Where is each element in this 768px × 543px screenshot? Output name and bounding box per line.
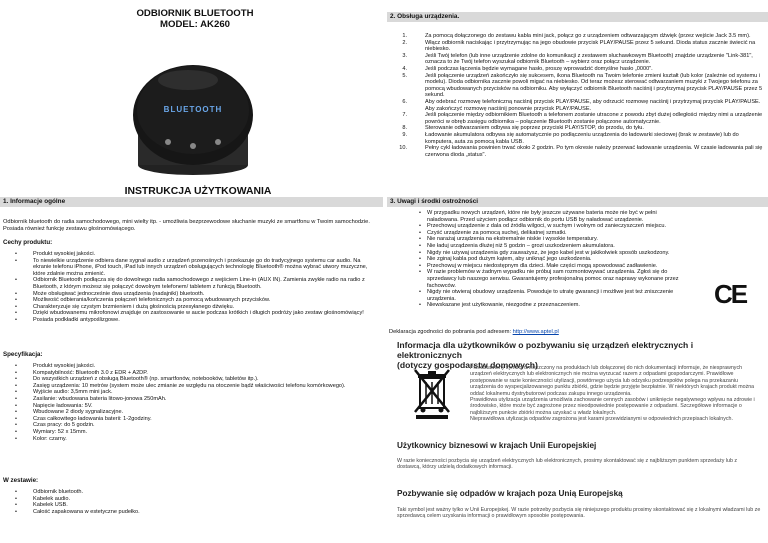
list-item: • Czyść urządzenie za pomocą suchej, delikatnej szmatki.: [389, 230, 679, 237]
declaration-link[interactable]: http://www.aptel.pl: [512, 329, 559, 335]
spec-title: Specyfikacja:: [3, 351, 43, 358]
weee-bin-icon: [412, 368, 452, 420]
list-item: 2. Włącz odbiornik naciskając i przytrzymując na jego obudowie przycisk PLAY/PAUSE przez 5 sekund. Dioda status zacznie świecić na niebiesko.: [402, 39, 756, 53]
list-item: • Nie zginaj kabla pod dużym kątem, aby uniknąć jego uszkodzenia.: [389, 256, 679, 263]
list-item: • Napięcie ładowania: 5V.: [3, 403, 375, 410]
usage-steps: [389, 33, 764, 158]
features-title: Cechy produktu:: [3, 239, 53, 246]
list-item: • Produkt wysokiej jakości.: [3, 363, 375, 370]
manual-title: INSTRUKCJA UŻYTKOWANIA: [124, 186, 272, 197]
list-item: • Odbiornik bluetooth.: [3, 489, 375, 496]
list-item: • Wyjście audio: 3,5mm mini jack.: [3, 389, 375, 396]
list-item: 3. Jeśli Twój telefon (lub inne urządzenie zdolne do komunikacji z zestawem słuchawkowym Bluetooth) znajdzie urządzenie "Link-381", oznacza to że Twój telefon wyszukał odbiornik Bluetooth – wybierz oraz połącz urządzenie.: [402, 52, 753, 66]
list-item: • Dzięki wbudowanemu mikrofonowi znajduje on zastosowanie w aucie podczas krótkich i długich podróży jako zestaw głośnomówiący!: [3, 310, 375, 317]
title-line-1: ODBIORNIK BLUETOOTH: [136, 8, 254, 19]
list-item: • Charakteryzuje się czystym brzmieniem i dużą głośnością przesyłanego dźwięku.: [3, 304, 375, 311]
weee-paragraph-2: Prawidłowa utylizacja urządzenia umożliwia zachowanie cennych zasobów i uniknięcie negatywnego wpływu na zdrowie i środowisko, które może być zagrożone przez nieodpowiednie postępowanie z odpadami. Szczegółowe informacje o najbliższym punkcie zbiórki można uzyskać u władz lokalnych.: [470, 397, 755, 416]
list-item: 8. Sterowanie odtwarzaniem odbywa się poprzez przyciski PLAY/STOP, do przodu, do tyłu.: [402, 125, 644, 132]
declaration: [389, 329, 559, 336]
spec-list: [3, 363, 375, 442]
list-item: • Całość zapakowana w estetyczne pudełko.: [3, 509, 375, 516]
list-item: 4. Jeśli podczas łączenia będzie wymagane hasło, proszę wprowadzić domyślne hasło „0000".: [402, 65, 653, 72]
cautions-list: [389, 210, 679, 309]
section-3-header: 3. Uwagi i środki ostrożności: [387, 197, 768, 207]
list-item: • Możliwość odbierania/kończenia połączeń telefonicznych za pomocą wbudowanych przycisków.: [3, 297, 375, 304]
general-intro: Odbiornik bluetooth do radia samochodowego, mini wielty itp. - umożliwia bezprzewodowe słuchanie muzyki ze smartfonu w Twoim samochodzie. Posiada również funkcję zestawu głośnomówiącego.: [3, 219, 370, 232]
product-title: [120, 8, 270, 30]
section-2-header: 2. Obsługa urządzenia.: [387, 12, 768, 22]
list-item: • Kabelek audio.: [3, 496, 375, 503]
list-item: • Zasięg urządzenia: 10 metrów (system może ulec zmianie ze względu na otoczenie bądź właściwości telefonu komórkowego).: [3, 383, 375, 390]
business-title: Użytkownicy biznesowi w krajach Unii Europejskiej: [397, 441, 597, 450]
list-item: • Czas całkowitego ładowania baterii: 1-2godziny.: [3, 416, 375, 423]
list-item: 10. Pełny cykl ładowania powinien trwać około 2 godzin. Po tym okresie należy przerwać ładowanie urządzenia. W czasie ładowania pali się czerwona dioda „status".: [399, 145, 763, 158]
list-item: • Zasilanie: wbudowana bateria litowo-jonowa 250mAh.: [3, 396, 375, 403]
list-item: • Wymiary: 52 x 15mm.: [3, 429, 375, 436]
business-text: W razie konieczności pozbycia się urządzeń elektrycznych lub elektronicznych, prosimy skontaktować się z najbliższym punktem sprzedaży lub z dostawcą, którzy udzielą dodatkowych informacji.: [397, 458, 738, 471]
list-item: • To niewielkie urządzenie odbiera dane sygnał audio z urządzeń przenośnych i przekazuje go do tradycyjnego systemu car audio. Na ekranie telefonu iPhone, iPod touch, iPad lub innych urządzeń obsługujących technologię Bluetooth® można wybrać utwory muzyczne, które zdalnie można zmienić.: [3, 258, 375, 278]
list-item: 7. Jeśli połączenie między odbiornikiem Bluetooth a telefonem zostanie utracone z powodu zbyt dużej odległości między nimi a urządzenie powróci w obręb zasięgu odbiornika – połączenie Bluetooth zostanie połączone automatycznie.: [402, 112, 763, 125]
set-list: [3, 489, 375, 515]
weee-paragraph-1: Przedstawiony symbol umieszczony na produktach lub dołączonej do nich dokumentacji informuje, że niesprawnych urządzeń elektrycznych lub elektronicznych nie można wyrzucać razem z odpadami gospodarczymi. Prawidłowe postępowanie w razie konieczności utylizacji, powtórnego użycia lub odzysku podzespołów polega na przekazaniu urządzenia do wyspecjalizowanego punktu zbiórki, gdzie będzie przyjęte bezpłatnie. W niektórych krajach produkt można oddać lokalnemu dystrybutorowi podczas zakupu innego urządzenia.: [470, 365, 755, 397]
list-item: • Wbudowane 2 diody sygnalizacyjne.: [3, 409, 375, 416]
ce-mark: CE: [714, 279, 747, 309]
device-image: [128, 40, 258, 180]
list-item: • Produkt wysokiej jakości.: [3, 251, 375, 258]
title-line-2: MODEL: AK260: [159, 19, 230, 30]
outside-eu-text: Taki symbol jest ważny tylko w Unii Europejskej. W razie potrzeby pozbycia się niniejszego produktu prosimy skontaktować się z lokalnymi władzami lub ze sprzedawcą celem uzyskania informacji o prawidłowym sposobie postępowania.: [397, 507, 761, 520]
list-item: • Kompatybilność: Bluetooth 3.0 z EDR + A2DP.: [3, 370, 375, 377]
weee-title-line-1: Informacja dla użytkowników o pozbywaniu się urządzeń elektrycznych i elektronicznych: [397, 340, 694, 360]
list-item: 5. Jeśli połączenie urządzeń zakończyło się sukcesem, ikona Bluetooth na Twoim telefonie zmieni kształt (lub kolor (zależnie od systemu i modelu). Dioda odbiornika zacznie powoli migać na niebiesko. Od teraz możesz sterować odtwarzaniem muzyki z Twojego telefonu za pomocą wbudowanych przycisków na odbiorniku. Aby wyłączyć odbiornik Bluetooth naciśnij i przytrzymaj przycisk PLAY/PAUSE przez 5 sekund.: [402, 72, 763, 99]
list-item: • W przypadku nowych urządzeń, które nie były jeszcze używane bateria może nie być w pełni naładowana. Przed użyciem podłącz odbiornik do portu USB by naładować urządzenie.: [389, 210, 679, 223]
weee-title-line-2: (dotyczy gospodarstw domowych): [397, 360, 538, 370]
features-list: [3, 251, 375, 324]
declaration-text: Deklaracja zgodności do pobrania pod adresem:: [389, 329, 513, 335]
list-item: • Nie ładuj urządzenia dłużej niż 5 godzin – grozi uszkodzeniem akumulatora.: [389, 243, 679, 250]
list-item: • Niewskazane jest użytkowanie, niezgodne z przeznaczeniem.: [389, 302, 679, 309]
weee-paragraphs: [470, 365, 762, 423]
list-item: • W razie problemów w żadnym wypadku nie próbuj sam rozmontowywać urządzenia. Zgłoś się do sprzedawcy lub naszego serwisu. Gwarantujemy profesjonalną pomoc oraz naprawy wykonane przez fachowców.: [389, 269, 679, 289]
device-label: BLUETOOTH: [163, 105, 223, 114]
outside-eu-title: Pozbywanie się odpadów w krajach poza Unią Europejską: [397, 489, 623, 498]
list-item: • Kabelek USB.: [3, 502, 375, 509]
list-item: • Kolor: czarny.: [3, 436, 375, 443]
list-item: • Odbiornik Bluetooth podłącza się do dowolnego radia samochodowego z wejściem Line-in (AUX IN). Zamienia zwykłe radio na radio z Bluetooth, z którym możesz się połączyć dowolnym telefonem/ tabletem z funkcją Bluetooth.: [3, 277, 375, 290]
weee-paragraph-3: Nieprawidłowa utylizacja odpadów zagrożona jest karami przewidzianymi w odpowiednich przepisach lokalnych.: [470, 416, 733, 423]
list-item: • Przechowuj urządzenie z dala od źródła wilgoci, w suchym i wolnym od zanieczyszczeń miejscu.: [389, 223, 679, 230]
list-item: 6. Aby odebrać rozmowę telefoniczną naciśnij przycisk PLAY/PAUSE, aby odrzucić rozmowę naciśnij i przytrzymaj przycisk PLAY/PAUSE. Aby zakończyć rozmowę naciśnij ponownie przycisk PLAY/PAUSE.: [402, 98, 761, 112]
list-item: 1. Za pomocą dołączonego do zestawu kabla mini jack, połącz go z urządzeniem odtwarzającym dźwięk (przez wejście Jack 3.5 mm).: [402, 33, 751, 39]
set-title: W zestawie:: [3, 477, 39, 484]
list-item: • Nie narażaj urządzenia na ekstremalnie niskie i wysokie temperatury.: [389, 236, 679, 243]
list-item: • Posiada podkładki antypoślizgowe.: [3, 317, 375, 324]
list-item: • Czas pracy: do 5 godzin.: [3, 422, 375, 429]
list-item: • Do wszystkich urządzeń z obsługą Bluetooth® (np. smartfonów, notebooków, tabletów itp.).: [3, 376, 375, 383]
list-item: • Nigdy nie otwieraj obudowy urządzenia. Powoduje to utratę gwarancji i możliwe jest też zniszczenie urządzenia.: [389, 289, 679, 302]
list-item: • Przechowuj w miejscu niedostępnym dla dzieci. Małe części mogą spowodować zadławienie.: [389, 263, 679, 270]
list-item: 9. Ładowanie akumulatora odbywa się automatycznie po podłączeniu urządzenia do ładowarki sieciowej (brak w zestawie) lub do komputera, auta za pomocą kabla USB.: [402, 131, 739, 145]
section-1-header: 1. Informacje ogólne: [0, 197, 383, 207]
list-item: • Może obsługiwać jednocześnie dwa urządzenia (nadajniki) bluetooth.: [3, 291, 375, 298]
list-item: • Nigdy nie używaj urządzenia gdy zauważysz, że jego kabel jest w jakikolwiek sposób uszkodzony.: [389, 250, 679, 257]
